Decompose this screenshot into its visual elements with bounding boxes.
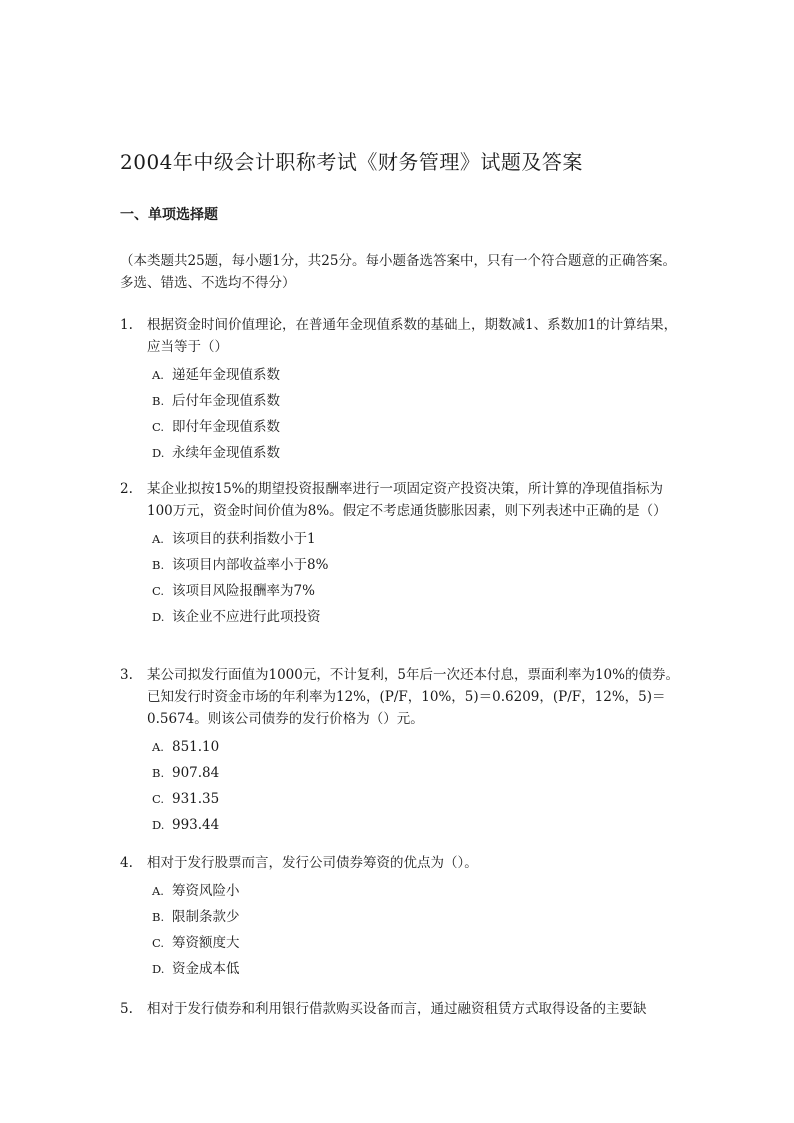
- question-text: 根据资金时间价值理论，在普通年金现值系数的基础上，期数减1、系数加1的计算结果，应当等于（）: [147, 317, 678, 355]
- question-3: [120, 664, 680, 838]
- option-label: A.: [152, 884, 164, 898]
- option-d: [120, 604, 680, 630]
- option-a: [120, 362, 680, 388]
- option-d: [120, 956, 680, 982]
- option-label: D.: [152, 610, 165, 624]
- question-number: 1.: [120, 317, 133, 333]
- option-label: C.: [152, 792, 165, 806]
- option-list: [120, 362, 680, 466]
- question-number: 2.: [120, 481, 133, 497]
- option-label: D.: [152, 818, 165, 832]
- question-number: 5.: [120, 1001, 133, 1017]
- question-text: 某公司拟发行面值为1000元，不计复利，5年后一次还本付息，票面利率为10%的债券。已知发行时资金市场的年利率为12%，(P/F，10%，5)＝0.6209，(P/F，12%，5)＝0.5674。则该公司债券的发行价格为（）元。: [147, 667, 679, 727]
- option-d: [120, 440, 680, 466]
- option-c: [120, 578, 680, 604]
- option-text: 限制条款少: [172, 909, 240, 925]
- option-text: 该企业不应进行此项投资: [172, 609, 321, 625]
- question-2: [120, 478, 680, 630]
- option-c: [120, 786, 680, 812]
- option-label: A.: [152, 368, 164, 382]
- option-b: [120, 552, 680, 578]
- option-a: [120, 526, 680, 552]
- question-1: [120, 314, 680, 466]
- option-text: 该项目风险报酬率为7%: [172, 583, 315, 599]
- question-number: 3.: [120, 667, 133, 683]
- option-label: A.: [152, 532, 164, 546]
- option-text: 该项目的获利指数小于1: [172, 531, 316, 547]
- option-label: B.: [152, 766, 165, 780]
- option-a: [120, 734, 680, 760]
- option-text: 851.10: [172, 739, 220, 755]
- option-text: 931.35: [172, 791, 220, 807]
- option-d: [120, 812, 680, 838]
- option-text: 筹资额度大: [172, 935, 240, 951]
- option-c: [120, 930, 680, 956]
- option-a: [120, 878, 680, 904]
- option-list: [120, 878, 680, 982]
- option-text: 即付年金现值系数: [172, 419, 280, 435]
- option-text: 该项目内部收益率小于8%: [172, 557, 329, 573]
- question-4: [120, 852, 680, 982]
- option-b: [120, 388, 680, 414]
- option-b: [120, 760, 680, 786]
- option-label: B.: [152, 910, 165, 924]
- question-text: 相对于发行股票而言，发行公司债券筹资的优点为（）。: [147, 855, 478, 871]
- question-5: [120, 998, 680, 1020]
- section-instructions: （本类题共25题，每小题1分，共25分。每小题备选答案中，只有一个符合题意的正确答案。多选、错选、不选均不得分）: [120, 253, 676, 291]
- option-text: 永续年金现值系数: [172, 445, 280, 461]
- option-text: 993.44: [172, 817, 220, 833]
- option-text: 递延年金现值系数: [172, 367, 280, 383]
- page-title: 2004年中级会计职称考试《财务管理》试题及答案: [120, 150, 583, 174]
- question-text: 某企业拟按15%的期望投资报酬率进行一项固定资产投资决策，所计算的净现值指标为100万元，资金时间价值为8%。假定不考虑通货膨胀因素，则下列表述中正确的是（）: [147, 481, 667, 519]
- option-label: C.: [152, 420, 165, 434]
- question-text: 相对于发行债券和利用银行借款购买设备而言，通过融资租赁方式取得设备的主要缺: [147, 1001, 647, 1017]
- option-label: B.: [152, 558, 165, 572]
- option-label: C.: [152, 584, 165, 598]
- option-text: 后付年金现值系数: [172, 393, 280, 409]
- option-label: D.: [152, 446, 165, 460]
- option-c: [120, 414, 680, 440]
- option-list: [120, 526, 680, 630]
- question-number: 4.: [120, 855, 133, 871]
- option-text: 筹资风险小: [172, 883, 240, 899]
- option-text: 907.84: [172, 765, 220, 781]
- option-list: [120, 734, 680, 838]
- section-heading: 一、单项选择题: [120, 207, 218, 223]
- option-label: C.: [152, 936, 165, 950]
- option-b: [120, 904, 680, 930]
- option-text: 资金成本低: [172, 961, 240, 977]
- option-label: B.: [152, 394, 165, 408]
- option-label: A.: [152, 740, 164, 754]
- option-label: D.: [152, 962, 165, 976]
